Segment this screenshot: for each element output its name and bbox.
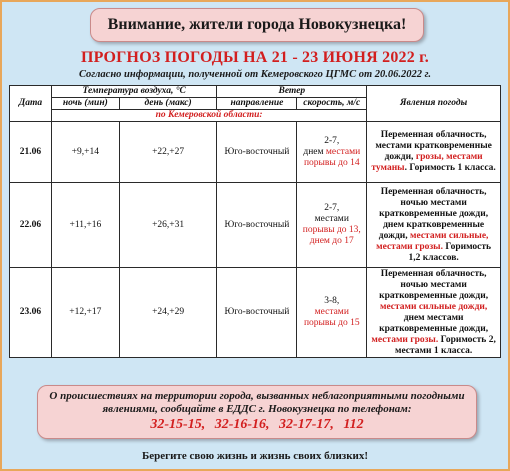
table-row [10, 122, 501, 183]
contact-box [37, 385, 477, 439]
date-cell: 21.06 [10, 122, 52, 183]
date-cell: 22.06 [10, 183, 52, 268]
table-row [10, 268, 501, 358]
day-temp-cell: +24,+29 [119, 268, 217, 358]
header-phenomena: Явления погоды [367, 86, 501, 122]
wind-direction-cell: Юго-восточный [217, 122, 297, 183]
wind-speed-cell [297, 122, 367, 183]
phone-numbers: 32-15-15, 32-16-16, 32-17-17, 112 [150, 417, 364, 432]
phenomena-part: грозы, местами туманы [371, 152, 483, 173]
phenomena-part: днем местами кратковременные дожди, [379, 312, 489, 334]
wind-speed-cell [297, 268, 367, 358]
wind-speed-part: местами порывы до 14 [303, 146, 361, 168]
phenomena-part: . Горимость 1 класса. [404, 163, 496, 173]
wind-direction-cell: Юго-восточный [217, 268, 297, 358]
phenomena-cell [367, 268, 501, 358]
header-night: ночь (мин) [51, 98, 119, 110]
wind-speed-part: 2-7, [324, 135, 340, 146]
phenomena-part: Переменная облачность, ночью местами кратковременные дожди, [379, 268, 489, 301]
phenomena-part: Переменная облачность, местами кратковременные дожди, [375, 130, 492, 162]
warning-banner [90, 8, 424, 42]
wind-speed-part: местами [314, 214, 349, 224]
phenomena-part: местами сильные, местами грозы. [376, 230, 489, 252]
phenomena-part: местами грозы. [371, 334, 439, 345]
wind-speed-part: днем [303, 146, 326, 157]
region-label: по Кемеровской области: [51, 110, 366, 122]
phenomena-part: Переменная облачность, ночью местами кратковременные дожди, днем кратковременные дожди, [378, 186, 489, 241]
wind-speed-part: местами порывы до 15 [303, 307, 360, 328]
header-direction: направление [217, 98, 297, 110]
header-date: Дата [10, 86, 52, 122]
wind-speed-part: порывы до 13, днем до 17 [302, 225, 361, 246]
day-temp-cell: +22,+27 [119, 122, 217, 183]
wind-speed-part: 2-7, [324, 203, 340, 213]
day-temp-cell: +26,+31 [119, 183, 217, 268]
date-cell: 23.06 [10, 268, 52, 358]
night-temp-cell: +11,+16 [51, 183, 119, 268]
header-speed: скорость, м/с [297, 98, 367, 110]
closing-slogan: Берегите свою жизнь и жизнь своих близких! [141, 450, 369, 462]
phenomena-part: Горимость 1,2 классов. [408, 241, 492, 263]
phenomena-cell [367, 183, 501, 268]
header-wind: Ветер [217, 86, 367, 98]
banner-text: Внимание, жители города Новокузнецка! [107, 16, 407, 33]
contact-text: О происшествиях на территории города, вызванных неблагоприятными погодными явлениями, сообщайте в ЕДДС г. Новокузнецка по телефонам: [49, 390, 465, 415]
forecast-title: ПРОГНОЗ ПОГОДЫ НА 21 - 23 ИЮНЯ 2022 г. [81, 49, 429, 66]
header-day: день (макс) [119, 98, 217, 110]
phenomena-cell [367, 122, 501, 183]
forecast-table [9, 85, 501, 358]
night-temp-cell: +9,+14 [51, 122, 119, 183]
table-row [10, 183, 501, 268]
forecast-subtitle: Согласно информации, полученной от Кемеровского ЦГМС от 20.06.2022 г. [78, 69, 431, 80]
night-temp-cell: +12,+17 [51, 268, 119, 358]
wind-direction-cell: Юго-восточный [217, 183, 297, 268]
wind-speed-cell [297, 183, 367, 268]
phenomena-part: Горимость 2, местами 1 класса. [394, 334, 496, 356]
wind-speed-part: 3-8, [324, 296, 340, 306]
phenomena-part: местами сильные дожди, [379, 301, 488, 312]
header-temperature: Температура воздуха, °С [51, 86, 217, 98]
